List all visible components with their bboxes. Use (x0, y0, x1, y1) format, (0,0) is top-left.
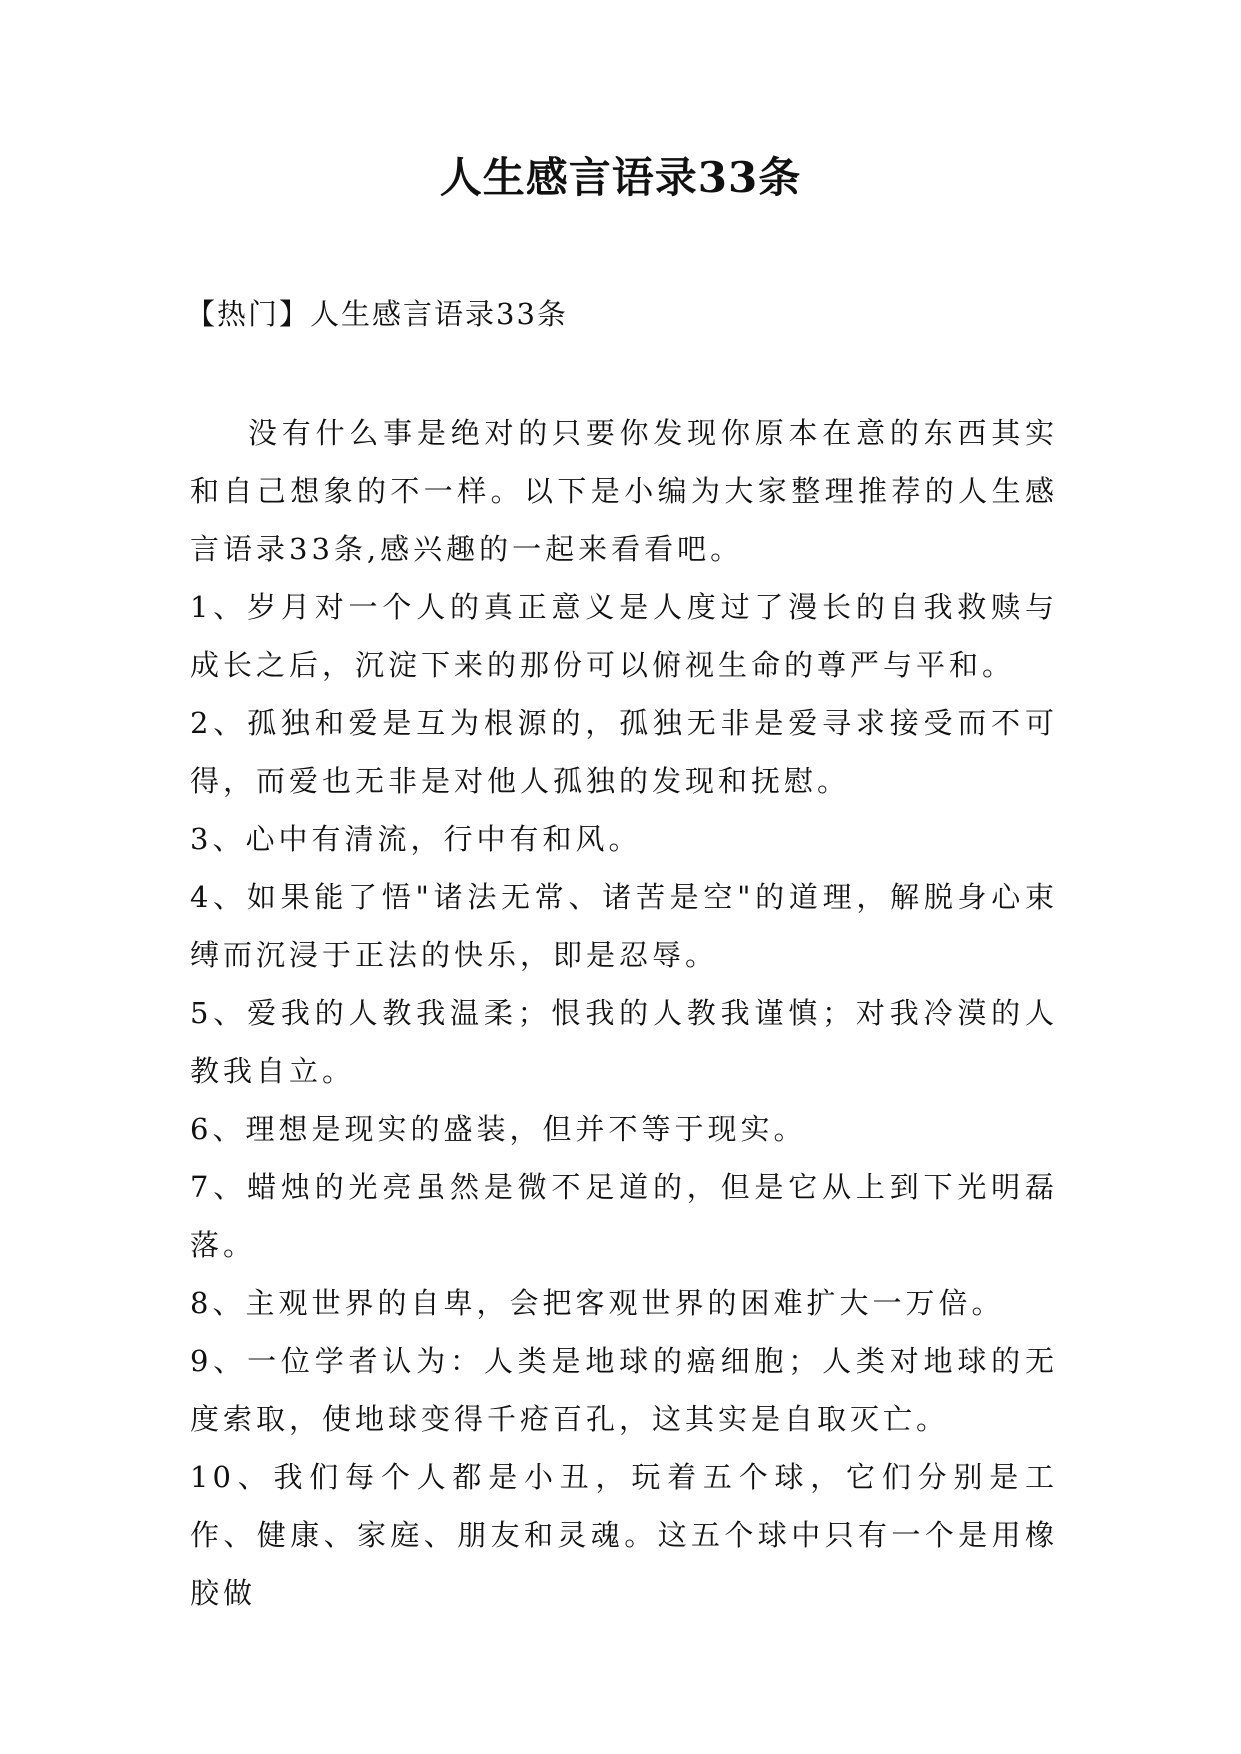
quote-paragraph-2: 2、孤独和爱是互为根源的，孤独无非是爱寻求接受而不可得，而爱也无非是对他人孤独的发现和抚慰。 (190, 706, 1058, 798)
quote-paragraph-10: 10、我们每个人都是小丑，玩着五个球，它们分别是工作、健康、家庭、朋友和灵魂。这五个球中只有一个是用橡胶做 (190, 1460, 1058, 1610)
quote-paragraph-5: 5、爱我的人教我温柔；恨我的人教我谨慎；对我冷漠的人教我自立。 (190, 996, 1058, 1088)
document-title: 人生感言语录33条 (439, 153, 802, 202)
intro-paragraph: 没有什么事是绝对的只要你发现你原本在意的东西其实和自己想象的不一样。以下是小编为大家整理推荐的人生感言语录33条,感兴趣的一起来看看吧。 (190, 416, 1058, 566)
quote-paragraph-4: 4、如果能了悟"诸法无常、诸苦是空"的道理，解脱身心束缚而沉浸于正法的快乐，即是忍辱。 (190, 880, 1058, 972)
document-subtitle: 【热门】人生感言语录33条 (186, 297, 568, 331)
quote-paragraph-3: 3、心中有清流，行中有和风。 (190, 822, 642, 856)
quote-paragraph-7: 7、蜡烛的光亮虽然是微不足道的，但是它从上到下光明磊落。 (190, 1170, 1058, 1262)
quote-paragraph-9: 9、一位学者认为：人类是地球的癌细胞；人类对地球的无度索取，使地球变得千疮百孔，这其实是自取灭亡。 (190, 1344, 1058, 1436)
document-body (190, 404, 1058, 1622)
quote-paragraph-8: 8、主观世界的自卑，会把客观世界的困难扩大一万倍。 (190, 1286, 1005, 1320)
quote-paragraph-1: 1、岁月对一个人的真正意义是人度过了漫长的自我救赎与成长之后，沉淀下来的那份可以俯视生命的尊严与平和。 (190, 590, 1058, 682)
quote-paragraph-6: 6、理想是现实的盛装，但并不等于现实。 (190, 1112, 807, 1146)
